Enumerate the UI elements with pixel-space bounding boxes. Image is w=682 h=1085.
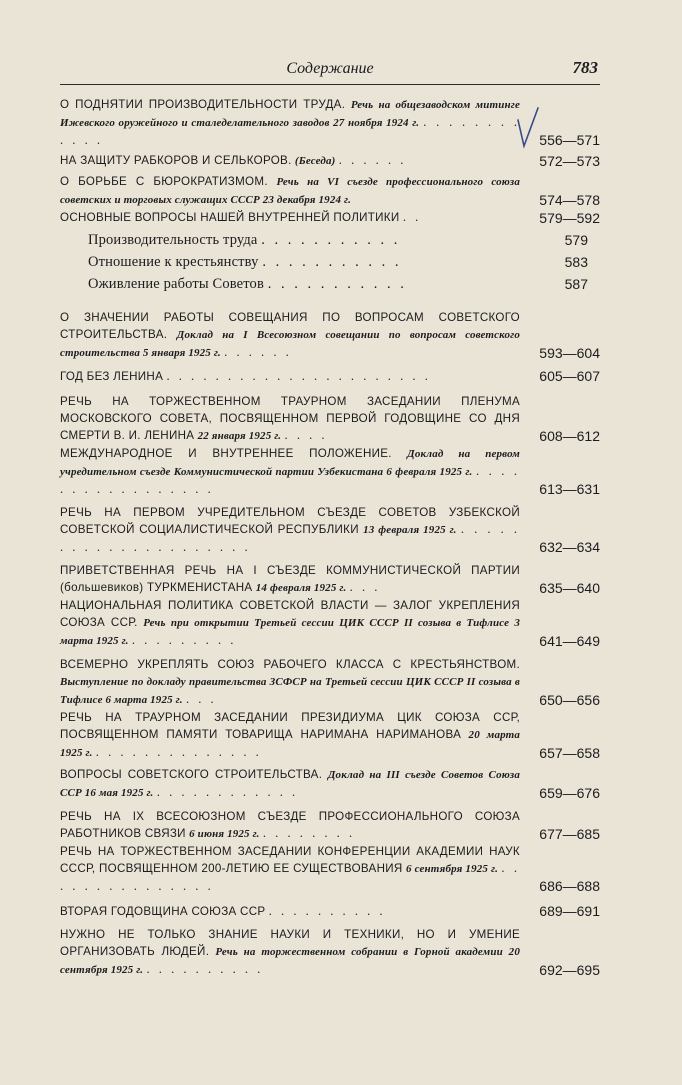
toc-page-range: 657—658	[539, 745, 600, 761]
toc-entry[interactable]: РЕЧЬ НА ТРАУРНОМ ЗАСЕДАНИИ ПРЕЗИДИУМА ЦИК СОЮЗА ССР, ПОСВЯЩЕННОМ ПАМЯТИ ТОВАРИЩА НАРИМАНА НАРИМАНОВА 20 марта 1925 г. . . . . . . . . . . . . . . 657—658	[60, 711, 600, 761]
toc-page-range: 579—592	[539, 210, 600, 226]
toc-entry[interactable]: ВСЕМЕРНО УКРЕПЛЯТЬ СОЮЗ РАБОЧЕГО КЛАССА С КРЕСТЬЯНСТВОМ. Выступление по докладу правительства ЗСФСР на Третьей сессии ЦИК СССР II созыва в Тифлисе 6 марта 1925 г. . . . 650—656	[60, 658, 600, 708]
toc-page-range: 632—634	[539, 539, 600, 555]
toc-page-number: 583	[564, 254, 588, 270]
toc-page-range: 689—691	[539, 903, 600, 919]
toc-page-range: 572—573	[539, 153, 600, 169]
toc-entry[interactable]: ВОПРОСЫ СОВЕТСКОГО СТРОИТЕЛЬСТВА. Доклад на III съезде Советов Союза ССР 16 мая 1925 г. . . . . . . . . . . . . 659—676	[60, 768, 600, 801]
toc-page-range: 641—649	[539, 633, 600, 649]
toc-entry[interactable]: РЕЧЬ НА IX ВСЕСОЮЗНОМ СЪЕЗДЕ ПРОФЕССИОНАЛЬНОГО СОЮЗА РАБОТНИКОВ СВЯЗИ 6 июня 1925 г. . . . . . . . . 677—685	[60, 810, 600, 842]
toc-subentry[interactable]: Производительность труда . . . . . . . . . . . 579	[60, 229, 600, 251]
toc-page-range: 574—578	[539, 192, 600, 208]
toc-entry[interactable]: НА ЗАЩИТУ РАБКОРОВ И СЕЛЬКОРОВ. (Беседа) . . . . . . 572—573	[60, 153, 600, 169]
toc-subentry[interactable]: Оживление работы Советов . . . . . . . . . . . 587	[60, 273, 600, 295]
header-title: Содержание	[286, 60, 374, 77]
toc-entry[interactable]: ОСНОВНЫЕ ВОПРОСЫ НАШЕЙ ВНУТРЕННЕЙ ПОЛИТИКИ . . 579—592	[60, 210, 600, 226]
toc-page-range: 635—640	[539, 580, 600, 596]
toc-entry[interactable]: РЕЧЬ НА ТОРЖЕСТВЕННОМ ТРАУРНОМ ЗАСЕДАНИИ ПЛЕНУМА МОСКОВСКОГО СОВЕТА, ПОСВЯЩЕННОМ ПЕРВОЙ ГОДОВЩИНЕ СО ДНЯ СМЕРТИ В. И. ЛЕНИНА 22 января 1925 г. . . . . 608—612	[60, 395, 600, 444]
toc-entry[interactable]: ГОД БЕЗ ЛЕНИНА . . . . . . . . . . . . . . . . . . . . . . 605—607	[60, 368, 600, 384]
toc-entry[interactable]: ПРИВЕТСТВЕННАЯ РЕЧЬ НА I СЪЕЗДЕ КОММУНИСТИЧЕСКОЙ ПАРТИИ (большевиков) ТУРКМЕНИСТАНА 14 февраля 1925 г. . . . 635—640	[60, 564, 600, 596]
toc-page-range: 692—695	[539, 962, 600, 978]
table-of-contents	[60, 96, 600, 979]
toc-entry[interactable]: НАЦИОНАЛЬНАЯ ПОЛИТИКА СОВЕТСКОЙ ВЛАСТИ — ЗАЛОГ УКРЕПЛЕНИЯ СОЮЗА ССР. Речь при открытии Третьей сессии ЦИК СССР II созыва в Тифлисе 3 марта 1925 г. . . . . . . . . . 641—649	[60, 599, 600, 649]
toc-entry[interactable]: РЕЧЬ НА ПЕРВОМ УЧРЕДИТЕЛЬНОМ СЪЕЗДЕ СОВЕТОВ УЗБЕКСКОЙ СОВЕТСКОЙ СОЦИАЛИСТИЧЕСКОЙ РЕСПУБЛИКИ 13 февраля 1925 г. . . . . . . . . . . . . . . . . . . . . . 632—634	[60, 506, 600, 555]
toc-subentry[interactable]: Отношение к крестьянству . . . . . . . . . . . 583	[60, 251, 600, 273]
toc-page-number: 579	[564, 232, 588, 248]
toc-page-range: 677—685	[539, 826, 600, 842]
toc-page-range: 608—612	[539, 428, 600, 444]
toc-page-range: 593—604	[539, 345, 600, 361]
toc-entry[interactable]: МЕЖДУНАРОДНОЕ И ВНУТРЕННЕЕ ПОЛОЖЕНИЕ. Доклад на первом учредительном съезде Коммунистической партии Узбекистана 6 февраля 1925 г. . . . . . . . . . . . . . . . . . 613—631	[60, 447, 600, 497]
toc-page-range: 556—571	[539, 132, 600, 148]
toc-page-range: 605—607	[539, 368, 600, 384]
toc-entry[interactable]: РЕЧЬ НА ТОРЖЕСТВЕННОМ ЗАСЕДАНИИ КОНФЕРЕНЦИИ АКАДЕМИИ НАУК СССР, ПОСВЯЩЕННОМ 200-ЛЕТИЮ ЕЕ СУЩЕСТВОВАНИЯ 6 сентября 1925 г. . . . . . . . . . . . . . . . 686—688	[60, 845, 600, 894]
toc-entry[interactable]: О ПОДНЯТИИ ПРОИЗВОДИТЕЛЬНОСТИ ТРУДА. Речь на общезаводском митинге Ижевского оружейного и сталеделательного заводов 27 ноября 1924 г. . . . . . . . . . . . . 556—571	[60, 98, 600, 148]
running-header	[60, 58, 600, 85]
toc-page-range: 650—656	[539, 692, 600, 708]
toc-page-range: 613—631	[539, 481, 600, 497]
toc-page-range: 686—688	[539, 878, 600, 894]
toc-entry[interactable]: НУЖНО НЕ ТОЛЬКО ЗНАНИЕ НАУКИ И ТЕХНИКИ, НО И УМЕНИЕ ОРГАНИЗОВАТЬ ЛЮДЕЙ. Речь на торжественном собрании в Горной академии 20 сентября 1925 г. . . . . . . . . . . 692—695	[60, 928, 600, 978]
toc-page-range: 659—676	[539, 785, 600, 801]
toc-entry[interactable]: ВТОРАЯ ГОДОВЩИНА СОЮЗА ССР . . . . . . . . . . 689—691	[60, 903, 600, 919]
toc-entry[interactable]: О ЗНАЧЕНИИ РАБОТЫ СОВЕЩАНИЯ ПО ВОПРОСАМ СОВЕТСКОГО СТРОИТЕЛЬСТВА. Доклад на I Всесоюзном совещании по вопросам советского строительства 5 января 1925 г. . . . . . . 593—604	[60, 311, 600, 361]
toc-entry[interactable]: О БОРЬБЕ С БЮРОКРАТИЗМОМ. Речь на VI съезде профессионального союза советских и торговых служащих СССР 23 декабря 1924 г. 574—578	[60, 175, 600, 208]
header-page-number: 783	[572, 58, 598, 77]
toc-page-number: 587	[564, 276, 588, 292]
